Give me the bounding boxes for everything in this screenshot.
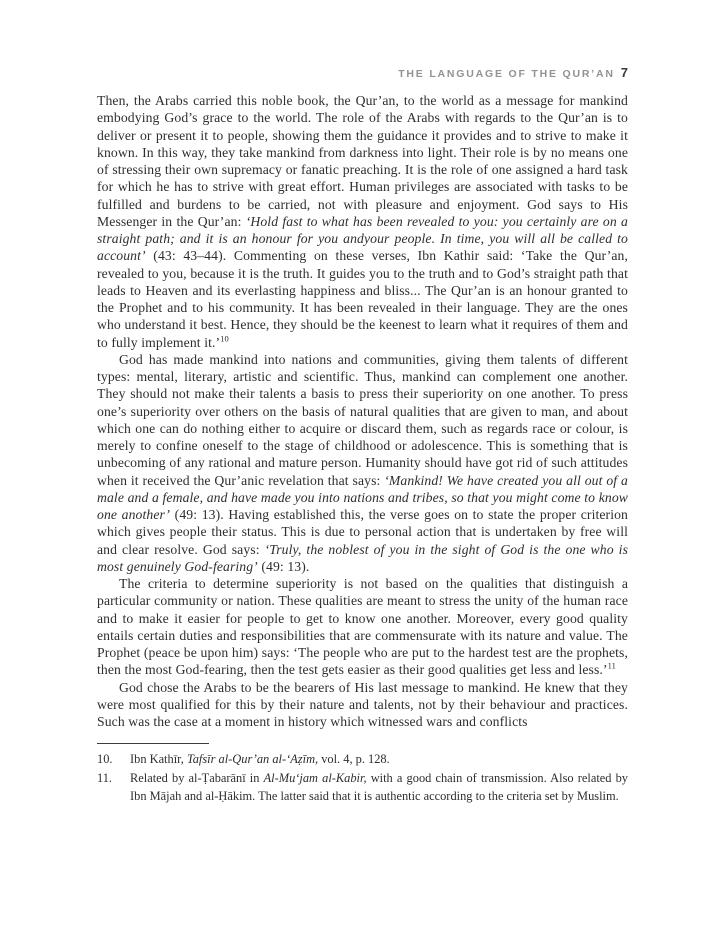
- running-title: THE LANGUAGE OF THE QUR’AN: [398, 68, 615, 80]
- footnote-number: 11.: [97, 770, 113, 785]
- footnote-text: [130, 769, 628, 806]
- footnote-text: [130, 750, 628, 769]
- text-run: (43: 43–44). Commenting on these verses, Ibn Kathir said: ‘Take the Qur’an, revealed to you, because it is the truth. It guides you to the truth and to God’s straight path that leads to Heaven and its everlasting happiness and bliss... The Qur’an is an honour granted to the Prophet and to his community. It has been revealed in their language. They are the ones who understand it best. Hence, they should be the keenest to learn what it requires of them and to fully implement it.’: [97, 248, 628, 350]
- footnote-item: [97, 750, 628, 769]
- footnote-item: [97, 769, 628, 806]
- italic-quote: ‘Truly, the noblest of you in the sight of God is the one who is most genuinely God-fearing’: [97, 541, 628, 574]
- italic-quote: Al-Mu‘jam al-Kabir,: [263, 770, 367, 785]
- text-run: The criteria to determine superiority is not based on the qualities that distinguish a particular community or nation. These qualities are meant to stress the unity of the human race and to make it easier for people to get to know one another. Moreover, every good quality entails certain duties and responsibilities that are commensurate with its nature and value. The Prophet (peace be upon him) says: ‘The people who are put to the hardest test are the prophets, then the most God-fearing, then the test gets easier as their good qualities get less and less.’: [97, 576, 628, 678]
- body-text: [97, 92, 628, 730]
- text-run: (49: 13).: [257, 558, 310, 574]
- text-run: vol. 4, p. 128.: [318, 752, 390, 767]
- paragraph: [97, 92, 628, 351]
- text-run: with a good chain of transmission. Also related by Ibn Mājah and al-Ḥākim. The latter said that it is authentic according to the criteria set by Muslim.: [130, 770, 629, 804]
- page-content: [97, 92, 628, 806]
- paragraph: [97, 351, 628, 575]
- italic-quote: ‘Mankind! We have created you all out of a male and a female, and have made you into nations and tribes, so that you might come to know one another’: [97, 472, 628, 522]
- text-run: God has made mankind into nations and communities, giving them talents of different types: mental, literary, artistic and scientific. Thus, mankind can complement one another. They should not make their talents a basis to press their superiority on one another. To press one’s superiority over others on the basis of natural qualities that are given to man, and about which one can do nothing either to acquire or discard them, such as regards race or colour, is merely to confine oneself to the stage of childhood or adolescence. This is something that is unbecoming of any rational and mature person. Humanity should have got rid of such attitudes when it received the Qur’anic revelation that says:: [97, 351, 628, 488]
- italic-quote: ‘Hold fast to what has been revealed to you: you certainly are on a straight path; and it is an honour for you andyour people. In time, you will all be called to account’: [97, 213, 628, 264]
- footnote-reference: 10: [220, 332, 229, 343]
- footnote-reference: 11: [607, 660, 616, 671]
- text-run: Related by al-Ṭabarānī in: [130, 770, 264, 785]
- page-number: 7: [620, 65, 628, 80]
- italic-quote: Tafsīr al-Qur’an al-‘Aẓīm,: [186, 752, 319, 767]
- text-run: (49: 13). Having established this, the verse goes on to state the proper criterion which gives people their status. This is due to personal action that is undertaken by free will and clear resolve. God says:: [97, 507, 628, 557]
- footnotes-section: [97, 750, 628, 806]
- footnote-number: 10.: [97, 752, 113, 767]
- page-header: [97, 64, 628, 82]
- paragraph: [97, 575, 628, 679]
- text-run: Ibn Kathīr,: [130, 752, 187, 767]
- text-run: Then, the Arabs carried this noble book, the Qur’an, to the world as a message for mankind embodying God’s grace to the world. The role of the Arabs with regards to the Qur’an is to deliver or present it to people, showing them the guidance it provides and to strive to make it known. In this way, they take mankind from darkness into light. Their role is by no means one of stressing their own supremacy or fanatic preaching. It is the role of one assigned a hard task for which he has to strive with great effort. Human privileges are associated with tasks to be fulfilled and burdens to be carried, not with pleasure and enjoyment. God says to His Messenger in the Qur’an:: [97, 93, 628, 229]
- paragraph: [97, 679, 628, 731]
- footnote-separator: [97, 743, 209, 744]
- text-run: God chose the Arabs to be the bearers of His last message to mankind. He knew that they were most qualified for this by their nature and talents, not by their behaviour and practices. Such was the case at a moment in history which witnessed wars and conflicts: [97, 679, 628, 729]
